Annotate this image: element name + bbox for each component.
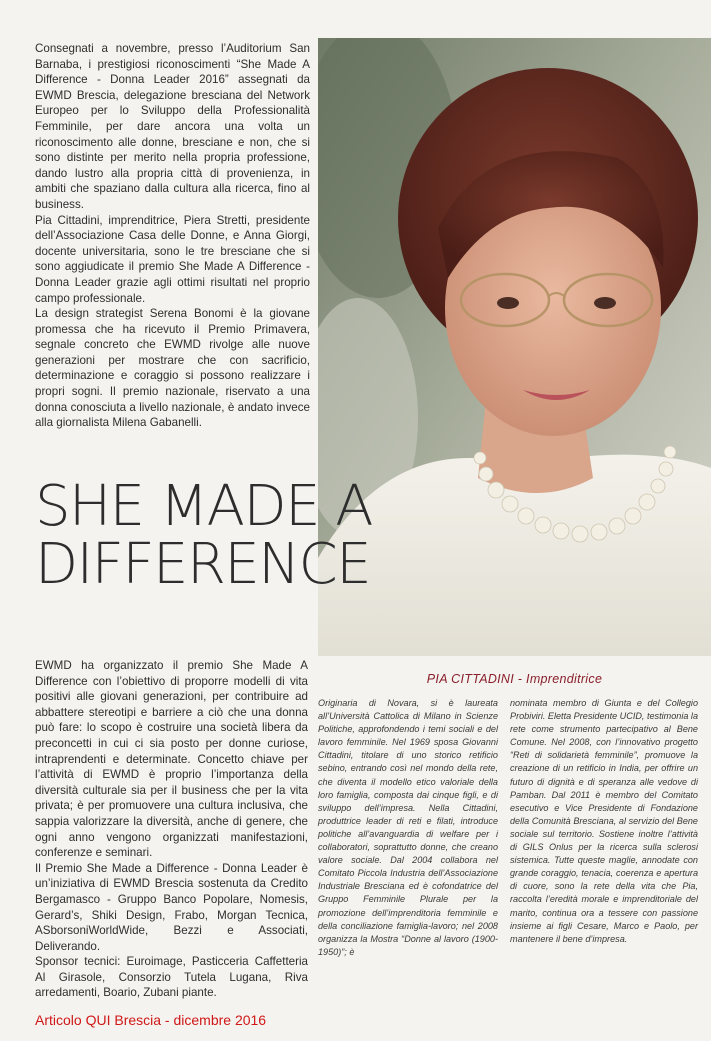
body-paragraph: EWMD ha organizzato il premio She Made A Difference con l’obiettivo di proporre modelli di vita positivi alle giovani generazioni, per contribuire ad abbattere stereotipi e barriere a ciò che una donna può fare: lo scopo è costruire una società libera da preconcetti in cui ci sia posto per donne curiose, intraprendenti e determinate. Concetto chiave per l’attività di EWMD è proprio l’importanza della diversità culturale sia per il business che per la vita privata; è per promuovere una cultura inclusiva, che sappia valorizzare la diversità, anche di genere, che ogni anno vengono organizzati manifestazioni, conferenze e seminari. (35, 659, 308, 860)
intro-text (35, 41, 310, 431)
source-caption: Articolo QUI Brescia - dicembre 2016 (35, 1012, 267, 1028)
body-text (35, 658, 308, 1001)
headline-line: DIFFERENCE (35, 532, 371, 597)
intro-paragraph: La design strategist Serena Bonomi è la giovane promessa che ha ricevuto il Premio Primavera, segnale concreto che EWMD rivolge alle nuove generazioni per mostrare che con sacrificio, determinazione e coraggio si possono realizzare i propri sogni. Il premio nazionale, riservato a una donna conosciuta a livello nazionale, è andato invece alla giornalista Milena Gabanelli. (35, 307, 310, 430)
profile-column-2: nominata membro di Giunta e del Collegio Probiviri. Eletta Presidente UCID, testimonia la rete come strumento partecipativo al Bene Comune. Nel 2008, con l’innovativo progetto “Reti di solidarietà femminile”, promuove la creazione di un retificio in India, per offrire un futuro di dignità e di speranza alle vedove di Pamban. Dal 2011 è membro del Comitato esecutivo e Vice Presidente di Fondazione della Comunità Bresciana, al servizio del Bene sociale sul territorio. Sostiene inoltre l’attività di GILS Onlus per la ricerca sulla sclerosi sistemica. Tutte queste maglie, annodate con grande coraggio, tenacia, coerenza e apertura di cuore, sono la rete della vita che Pia, raccolta l’eredità morale e imprenditoriale del marito, continua ora a tessere con passione insieme ai figli Cesare, Marco e Paolo, per mantenere il bene d’impresa. (510, 698, 699, 944)
profile-title: PIA CITTADINI - Imprenditrice (426, 672, 603, 686)
intro-paragraph: Consegnati a novembre, presso l’Auditorium San Barnaba, i prestigiosi riconoscimenti “She Made A Difference - Donna Leader 2016” assegnati da EWMD Brescia, delegazione bresciana del Network Europeo per lo Sviluppo della Professionalità Femminile, per dare ancora una volta un riconoscimento alle donne, bresciane e non, che si sono distinte per merito nella propria professione, dando lustro alla propria città di provenienza, in ambiti che spaziano dalla cultura alla ricerca, fino al business. (35, 42, 310, 211)
body-paragraph: Il Premio She Made a Difference - Donna Leader è un’iniziativa di EWMD Brescia sostenuta da Credito Bergamasco - Gruppo Banco Popolare, Nomesis, Gerard’s, Shiki Design, Frabo, Morgan Tecnica, ASborsoniWorldWide, Bezzi e Associati, Deliverando. (35, 861, 308, 953)
body-paragraph: Sponsor tecnici: Euroimage, Pasticceria Caffetteria Al Girasole, Consorzio Tutela Lugana, Riva arredamenti, Boario, Zubani piante. (35, 955, 308, 1000)
intro-paragraph: Pia Cittadini, imprenditrice, Piera Stretti, presidente dell’Associazione Casa delle Donne, e Anna Giorgi, docente universitaria, sono le tre bresciane che si sono aggiudicate il premio She Made A Difference - Donna Leader grazie agli ottimi risultati nel proprio campo professionale. (35, 213, 310, 305)
article-headline (35, 474, 455, 597)
profile-column-1: Originaria di Novara, si è laureata all’Università Cattolica di Milano in Scienze Politiche, approfondendo i temi sociali e del lavoro femminile. Nel 1969 sposa Giovanni Cittadini, titolare di uno storico retificio sebino, entrando così nel mondo della rete, che diventa il modello etico valoriale della loro famiglia, composta dai cinque figli, e di sviluppo dell’impresa. Nella Cittadini, produttrice leader di reti e filati, introduce politiche all’avanguardia di welfare per i collaboratori, soprattutto donne, che creano valore sociale. Dal 2004 collabora nel Comitato Piccola Industria dell’Associazione Industriale Bresciana ed è cofondatrice del Gruppo Femminile Plurale per la promozione dell’imprenditoria femminile e della conciliazione famiglia-lavoro; nel 2008 organizza la Mostra “Donne al lavoro (1900-1950)”; è (318, 698, 498, 957)
headline-line: SHE MADE A (35, 474, 373, 539)
